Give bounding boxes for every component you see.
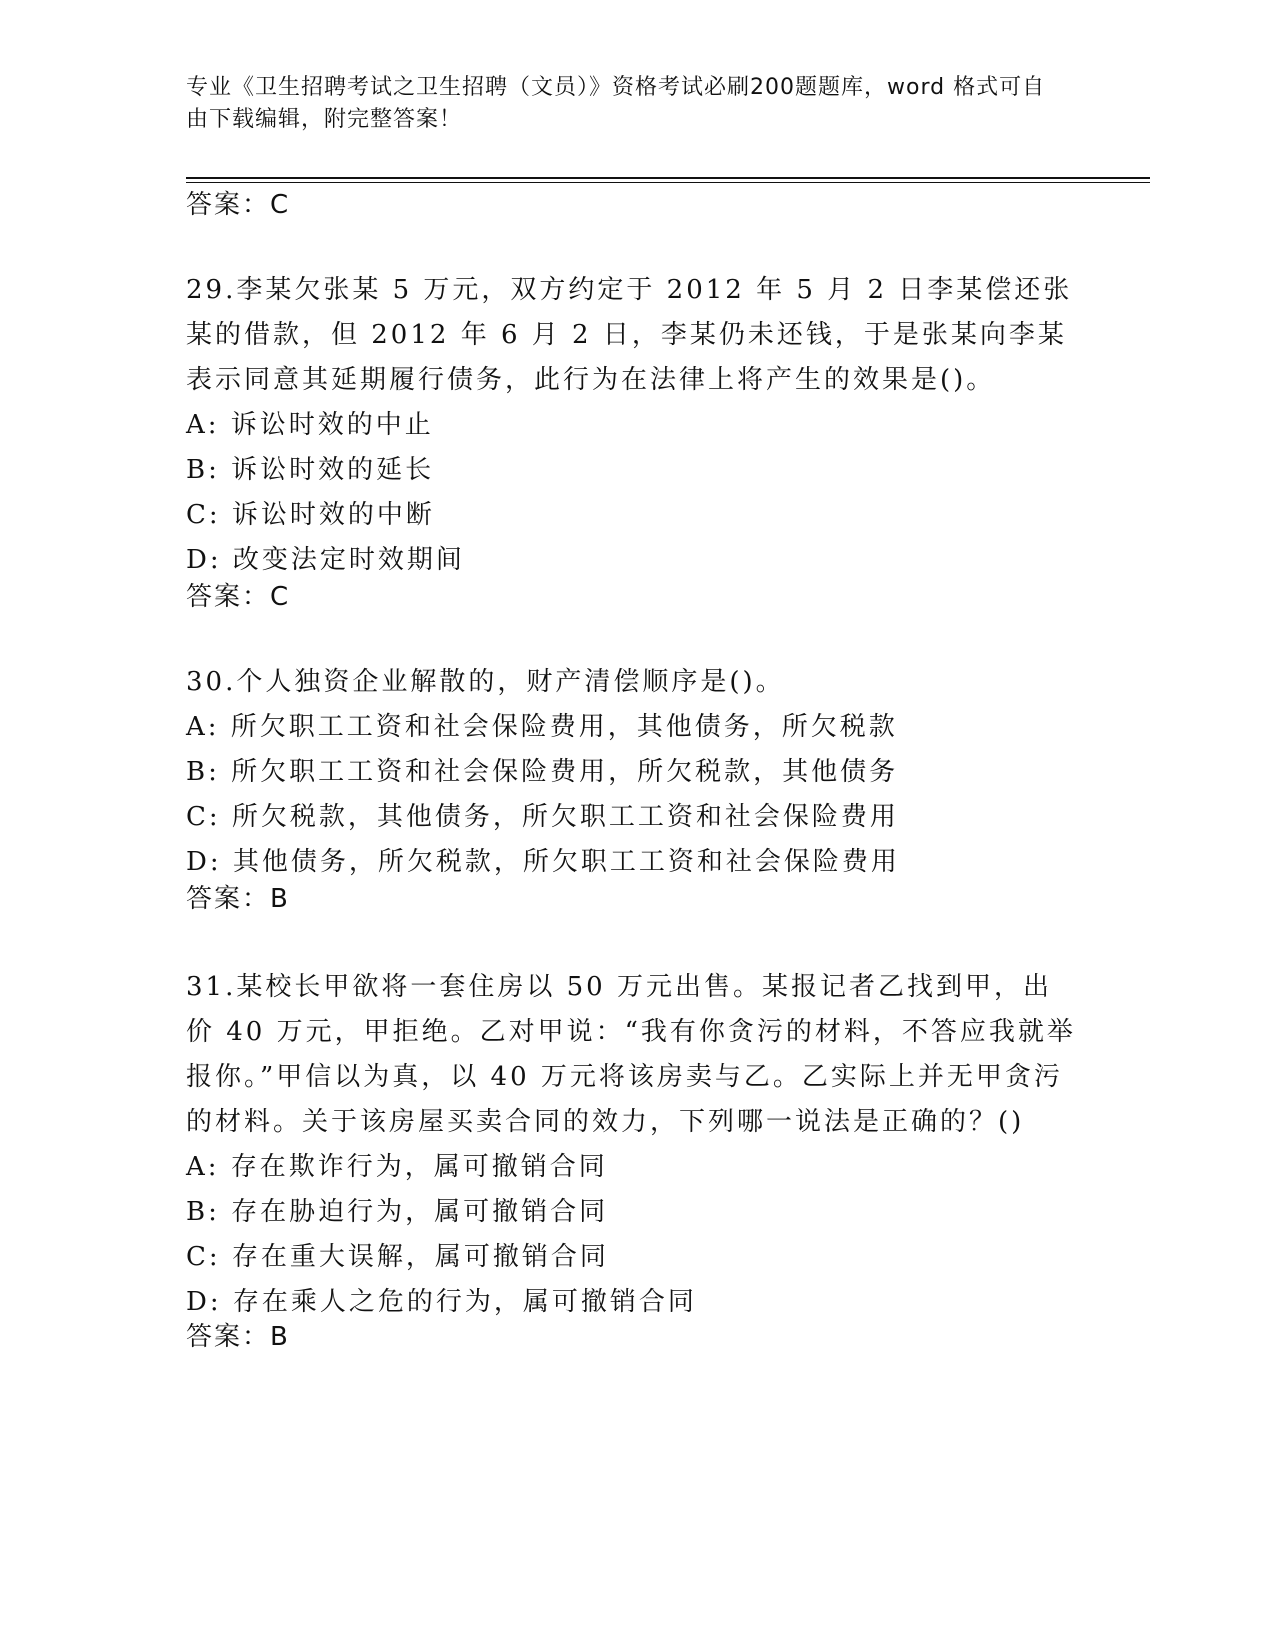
option-c: C: 诉讼时效的中断: [186, 500, 435, 530]
option-c: C: 存在重大误解，属可撤销合同: [186, 1242, 609, 1272]
header-rule-thin: [186, 182, 1150, 183]
option-d: D: 其他债务，所欠税款，所欠职工工资和社会保险费用: [186, 847, 900, 877]
option-d: D: 存在乘人之危的行为，属可撤销合同: [186, 1287, 697, 1317]
option-a: A: 所欠职工工资和社会保险费用，其他债务，所欠税款: [186, 712, 898, 742]
question-29: [186, 268, 1076, 583]
answer-29: 答案：C: [186, 582, 291, 612]
question-30: [186, 660, 1076, 885]
answer-31: 答案：B: [186, 1322, 290, 1352]
question-31: [186, 965, 1076, 1325]
option-d: D: 改变法定时效期间: [186, 545, 465, 575]
document-header: 专业《卫生招聘考试之卫生招聘（文员）》资格考试必刷200题题库，word 格式可自由下载编辑，附完整答案！: [186, 75, 1046, 132]
answer-previous: 答案：C: [186, 190, 291, 220]
header-rule-thick: [186, 177, 1150, 179]
option-a: A: 存在欺诈行为，属可撤销合同: [186, 1152, 608, 1182]
option-a: A: 诉讼时效的中止: [186, 410, 434, 440]
question-stem: 30.个人独资企业解散的，财产清偿顺序是()。: [186, 667, 785, 697]
option-b: B: 存在胁迫行为，属可撤销合同: [186, 1197, 609, 1227]
question-stem: 29.李某欠张某 5 万元，双方约定于 2012 年 5 月 2 日李某偿还张某的借款，但 2012 年 6 月 2 日，李某仍未还钱，于是张某向李某表示同意其延期履行债务，此行为在法律上将产生的效果是()。: [186, 275, 1073, 395]
answer-30: 答案：B: [186, 884, 290, 914]
question-stem: 31.某校长甲欲将一套住房以 50 万元出售。某报记者乙找到甲，出价 40 万元，甲拒绝。乙对甲说：“我有你贪污的材料，不答应我就举报你。”甲信以为真，以 40 万元将该房卖与乙。乙实际上并无甲贪污的材料。关于该房屋买卖合同的效力，下列哪一说法是正确的？(): [186, 972, 1076, 1137]
option-b: B: 所欠职工工资和社会保险费用，所欠税款，其他债务: [186, 757, 899, 787]
option-c: C: 所欠税款，其他债务，所欠职工工资和社会保险费用: [186, 802, 899, 832]
option-b: B: 诉讼时效的延长: [186, 455, 435, 485]
